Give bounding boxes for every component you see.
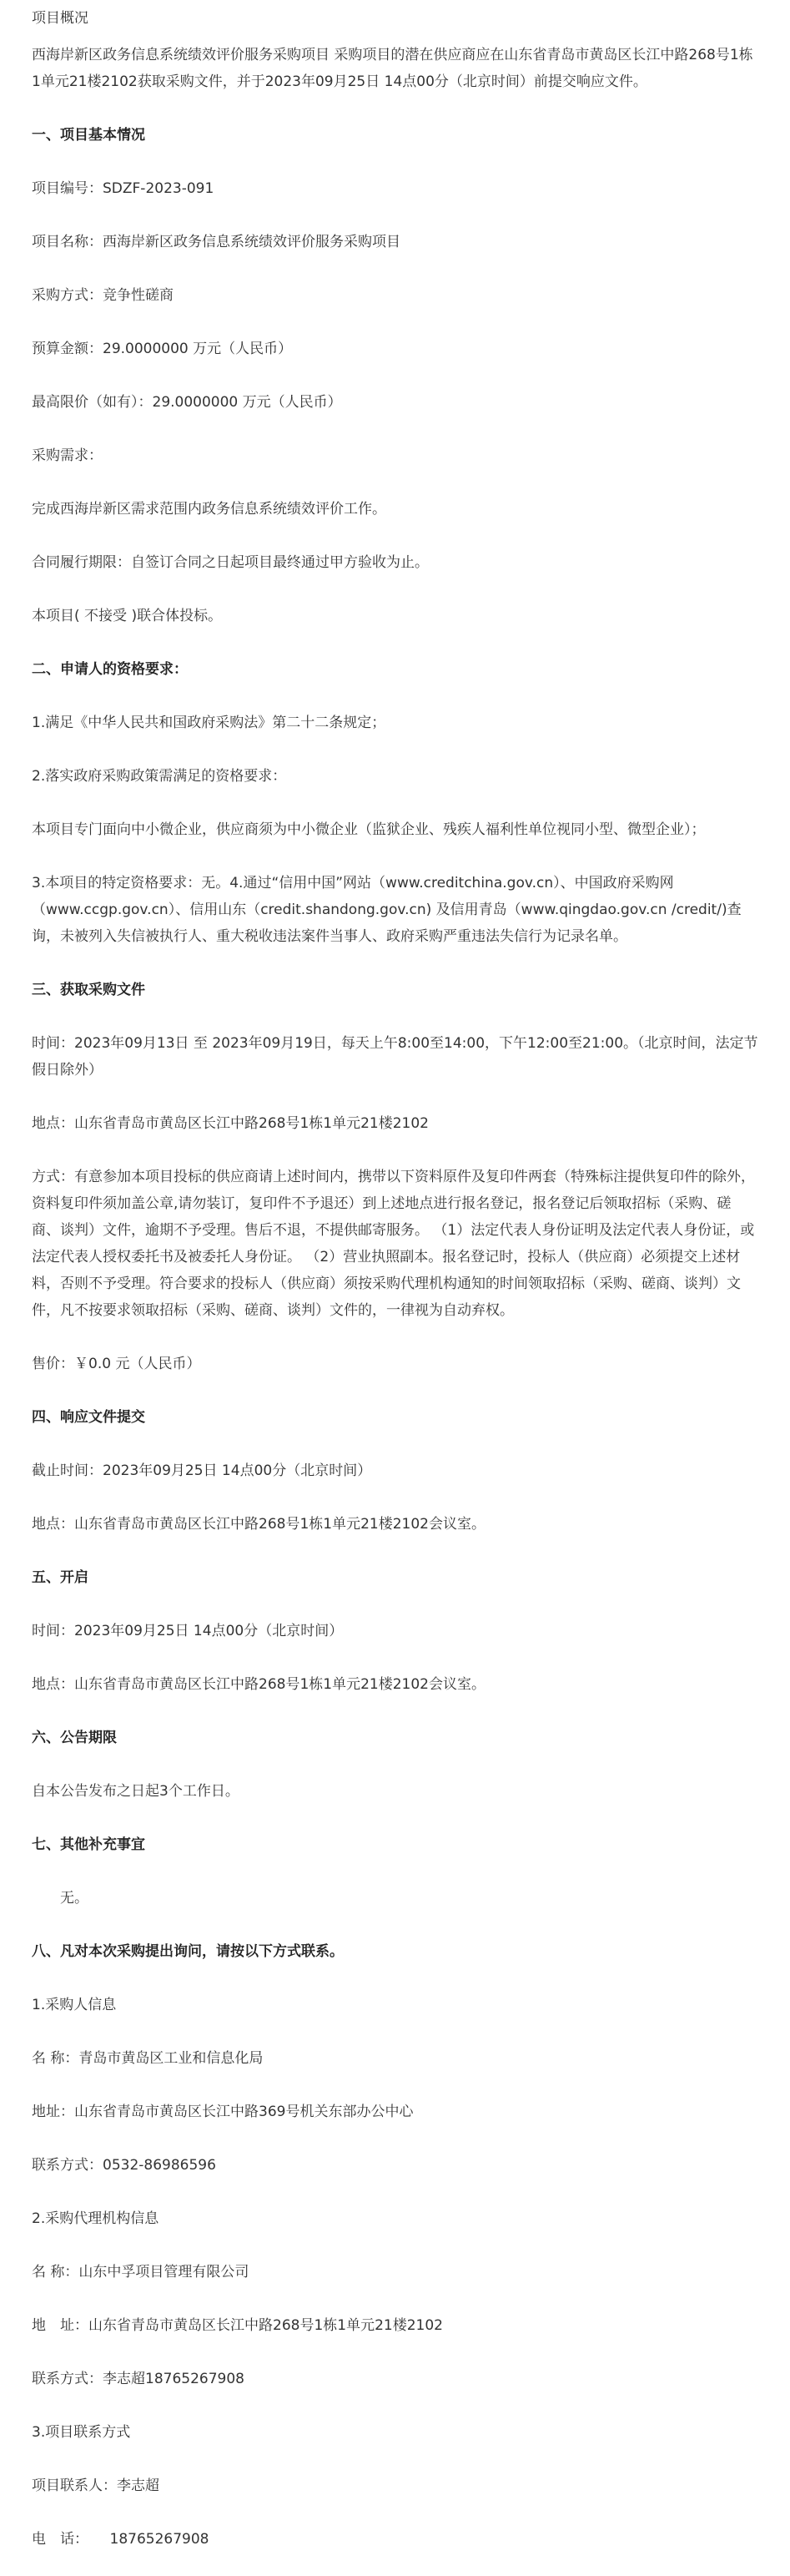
obtain-place: 地点：山东省青岛市黄岛区长江中路268号1栋1单元21楼2102 bbox=[32, 1115, 429, 1132]
section-heading-other-matters: 七、其他补充事宜 bbox=[32, 1836, 145, 1853]
purchaser-info-title: 1.采购人信息 bbox=[32, 1997, 117, 2013]
project-number: 项目编号：SDZF-2023-091 bbox=[32, 180, 214, 197]
qualification-item-2-text: 本项目专门面向中小微企业，供应商须为中小微企业（监狱企业、残疾人福利性单位视同小型、微型企业）； bbox=[32, 821, 706, 838]
purchaser-name: 名 称：青岛市黄岛区工业和信息化局 bbox=[32, 2050, 264, 2067]
section-heading-basic-info: 一、项目基本情况 bbox=[32, 127, 145, 144]
project-contact-phone: 电 话： 18765267908 bbox=[32, 2531, 209, 2548]
section-heading-obtain-documents: 三、获取采购文件 bbox=[32, 982, 145, 998]
qualification-item-1: 1.满足《中华人民共和国政府采购法》第二十二条规定； bbox=[32, 715, 386, 731]
project-contact-person: 项目联系人：李志超 bbox=[32, 2478, 159, 2494]
obtain-method: 方式：有意参加本项目投标的供应商请上述时间内，携带以下资料原件及复印件两套（特殊标注提供复印件的除外，资料复印件须加盖公章,请勿装订，复印件不予退还）到上述地点进行报名登记，报名登记后领取招标（采购、磋商、谈判）文件，逾期不予受理。售后不退，不提供邮寄服务。 （1）法定代表人身份证明及法定代表人身份证，或法定代表人授权委托书及被委托人身份证。 （2）营业执照副本。报名登记时，投标人（供应商）必须提交上述材料，否则不予受理。符合要求的投标人（供应商）须按采购代理机构通知的时间领取招标（采购、磋商、谈判）文件，凡不按要求领取招标（采购、磋商、谈判）文件的，一律视为自动弃权。 bbox=[32, 1169, 755, 1319]
overview-text: 西海岸新区政务信息系统绩效评价服务采购项目 采购项目的潜在供应商应在山东省青岛市黄岛区长江中路268号1栋1单元21楼2102获取采购文件，并于2023年09月25日 14点00分（北京时间）前提交响应文件。 bbox=[32, 47, 753, 90]
document-price: 售价：￥0.0 元（人民币） bbox=[32, 1356, 201, 1372]
project-contact-title: 3.项目联系方式 bbox=[32, 2424, 131, 2441]
agency-info-title: 2.采购代理机构信息 bbox=[32, 2210, 159, 2227]
announcement-document bbox=[0, 5, 790, 2553]
requirements-label: 采购需求： bbox=[32, 447, 103, 464]
obtain-time: 时间：2023年09月13日 至 2023年09月19日，每天上午8:00至14:00，下午12:00至21:00。（北京时间，法定节假日除外） bbox=[32, 1035, 758, 1078]
procurement-method: 采购方式：竞争性磋商 bbox=[32, 287, 174, 304]
submission-place: 地点：山东省青岛市黄岛区长江中路268号1栋1单元21楼2102会议室。 bbox=[32, 1516, 486, 1533]
opening-time: 时间：2023年09月25日 14点00分（北京时间） bbox=[32, 1623, 344, 1639]
other-matters-text: 无。 bbox=[60, 1890, 88, 1907]
section-heading-notice-period: 六、公告期限 bbox=[32, 1730, 117, 1746]
project-name: 项目名称：西海岸新区政务信息系统绩效评价服务采购项目 bbox=[32, 234, 400, 250]
agency-name: 名 称：山东中孚项目管理有限公司 bbox=[32, 2264, 249, 2281]
opening-place: 地点：山东省青岛市黄岛区长江中路268号1栋1单元21楼2102会议室。 bbox=[32, 1676, 486, 1693]
agency-contact: 联系方式：李志超18765267908 bbox=[32, 2371, 244, 2387]
max-price: 最高限价（如有）：29.0000000 万元（人民币） bbox=[32, 394, 342, 411]
notice-period-text: 自本公告发布之日起3个工作日。 bbox=[32, 1783, 239, 1800]
contract-period: 合同履行期限：自签订合同之日起项目最终通过甲方验收为止。 bbox=[32, 554, 429, 571]
submission-deadline: 截止时间：2023年09月25日 14点00分（北京时间） bbox=[32, 1462, 372, 1479]
qualification-item-2: 2.落实政府采购政策需满足的资格要求： bbox=[32, 768, 287, 785]
qualification-item-3: 3.本项目的特定资格要求：无。4.通过“信用中国”网站（www.creditchina.gov.cn）、中国政府采购网（www.ccgp.gov.cn）、信用山东（credit.shandong.gov.cn) 及信用青岛（www.qingdao.gov.cn /credit/)查询，未被列入失信被执行人、重大税收违法案件当事人、政府采购严重违法失信行为记录名单。 bbox=[32, 875, 742, 945]
agency-address: 地 址：山东省青岛市黄岛区长江中路268号1栋1单元21楼2102 bbox=[32, 2317, 443, 2334]
budget-amount: 预算金额：29.0000000 万元（人民币） bbox=[32, 341, 293, 357]
section-heading-submission: 四、响应文件提交 bbox=[32, 1409, 145, 1426]
overview-title: 项目概况 bbox=[32, 10, 88, 27]
purchaser-address: 地址：山东省青岛市黄岛区长江中路369号机关东部办公中心 bbox=[32, 2104, 414, 2120]
consortium-note: 本项目( 不接受 )联合体投标。 bbox=[32, 608, 223, 624]
section-heading-opening: 五、开启 bbox=[32, 1569, 88, 1586]
purchaser-contact: 联系方式：0532-86986596 bbox=[32, 2157, 216, 2174]
section-heading-contact: 八、凡对本次采购提出询问，请按以下方式联系。 bbox=[32, 1943, 344, 1960]
section-heading-qualifications: 二、申请人的资格要求： bbox=[32, 661, 188, 678]
requirements-text: 完成西海岸新区需求范围内政务信息系统绩效评价工作。 bbox=[32, 501, 386, 518]
